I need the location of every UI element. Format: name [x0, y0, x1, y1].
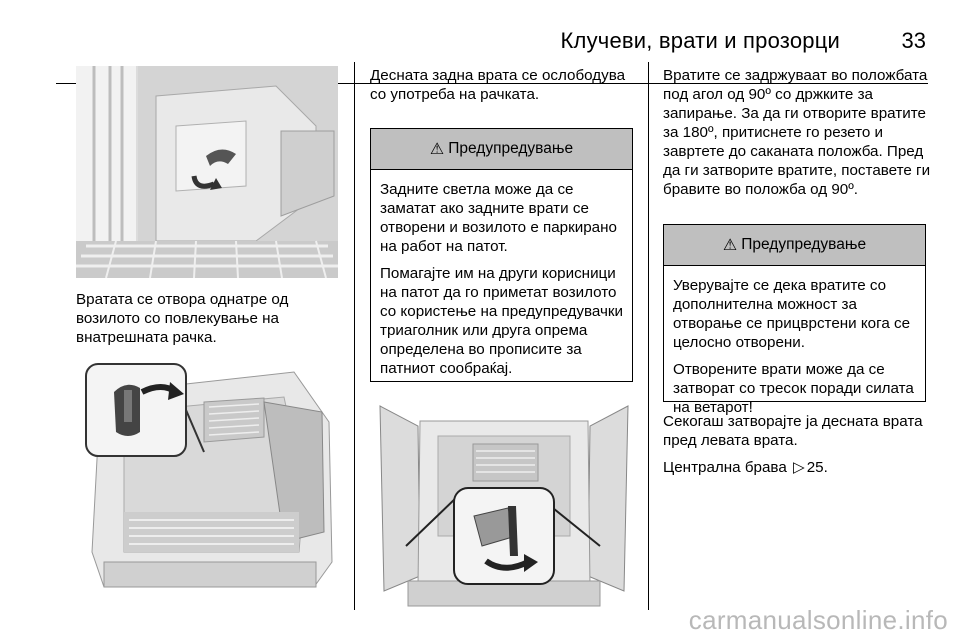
warning-triangle-icon: ⚠ [429, 141, 445, 158]
door-inner-handle-illustration [76, 66, 338, 278]
warning-title: Предупредување [741, 236, 867, 253]
warning-triangle-icon: ⚠ [722, 237, 738, 254]
warning-title: Предупредување [448, 140, 574, 157]
warning-box-tail-lights [370, 128, 633, 382]
page-header [0, 28, 960, 60]
column-divider-1 [354, 62, 355, 610]
closing-order-note: Секогаш затворајте ја десната врата пред левата врата. [663, 413, 923, 449]
column-2 [370, 66, 632, 377]
page-reference-arrow-icon: ▷ [793, 459, 805, 476]
central-lock-reference [663, 458, 925, 477]
warning-header [371, 129, 632, 170]
column-divider-2 [648, 62, 649, 610]
warning-paragraph: Отворените врати може да се затворат со тресок поради силата на ветарот! [673, 361, 914, 416]
warning-header [664, 225, 925, 266]
right-door-intro: Десната задна врата се ослободува со употреба на рачката. [370, 67, 626, 103]
van-doors-180-illustration [378, 396, 630, 608]
warning-body [371, 170, 632, 378]
page-number: 33 [901, 28, 926, 53]
warning-body [664, 266, 925, 417]
chapter-title: Клучеви, врати и прозорци [560, 28, 840, 53]
column-3 [663, 66, 935, 476]
warning-box-secured-doors [663, 224, 926, 416]
van-rear-door-illustration [84, 362, 336, 592]
site-watermark: carmanualsonline.info [688, 605, 948, 635]
warning-paragraph: Помагајте им на други корисници на патот да го приметат возилото со користење на предупредувачки триаголник или друга опрема определена во прописите за патниот сообраќај. [380, 265, 624, 377]
handle-caption: Вратата се отвора однатре од возилото со повлекување на внатрешната рачка. [76, 291, 289, 346]
central-lock-label: Централна брава [663, 459, 787, 476]
central-lock-page-link[interactable]: 25. [806, 459, 828, 476]
warning-paragraph: Уверувајте се дека вратите со дополнителна можност за отворање се прицврстени кога се целосно отворени. [673, 277, 911, 351]
warning-paragraph: Задните светла може да се заматат ако задните врати се отворени и возилото е паркирано на работ на патот. [380, 181, 617, 255]
door-stop-instructions: Вратите се задржуваат во положбата под агол од 90º со држките за запирање. За да ги отворите вратите за 180º, притиснете го резето и завртете до саканата положба. Пред да ги затворите вратите, поставете ги бравите во положба од 90º. [663, 67, 931, 198]
